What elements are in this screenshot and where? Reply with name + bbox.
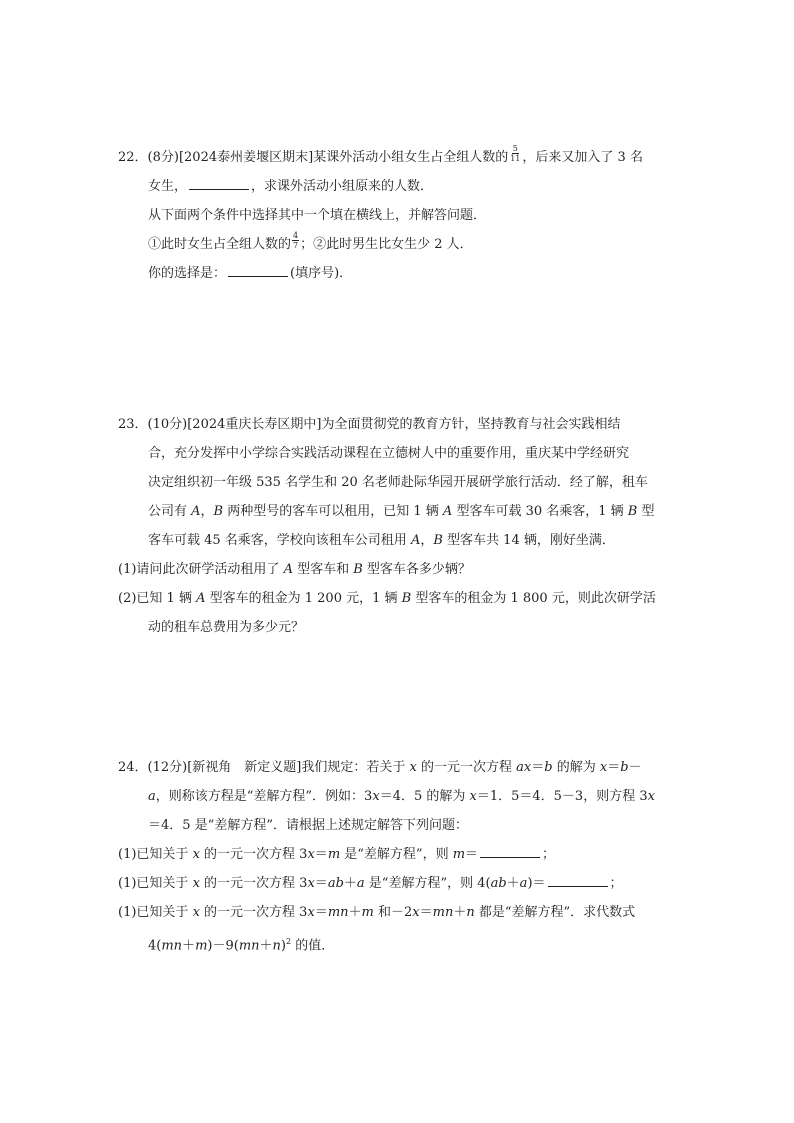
q24-line-2 [118,782,678,811]
var-ax: ax [516,760,532,775]
q24-text: 的一元一次方程 [416,760,517,775]
q24-part-1-blank[interactable] [480,843,540,858]
q24-text: ＋ [343,876,357,891]
q24-text: ＝ [465,847,479,862]
var-ab: ab [327,876,344,891]
q24-text: ＝ [314,847,328,862]
var-x: x [192,876,200,891]
var-B: B [401,591,412,606]
q22-stem-cont: ，后来又加入了 3 名 [522,150,643,165]
var-A: A [283,562,293,577]
q24-text: 的一元一次方程 3 [199,876,308,891]
q24-part-2 [118,869,678,898]
q23-text: 客车可载 45 名乘客，学校向该租车公司租用 [148,533,411,548]
q23-text: (1)请问此次研学活动租用了 [118,562,284,577]
q24-text: ＝ [419,905,433,920]
q23-text: 型 [637,504,655,519]
q22-choice-blank[interactable] [228,262,288,277]
q24-text: 4( [148,938,162,954]
var-B: B [213,504,224,519]
q24-text: ＋ [259,938,273,954]
q23-line-3: 决定组织初一年级 535 名学生和 20 名老师赴际华园开展研学旅行活动．经了解，租车 [148,475,648,490]
q22-stem: 某课外活动小组女生占全组人数的 [313,150,509,165]
q24-part-3 [118,898,678,927]
q24-text: (1)已知关于 [118,847,193,862]
var-x: x [307,905,315,920]
var-m: m [452,847,466,862]
q22-text: 女生， [148,179,188,194]
q22-text: ，求课外活动小组原来的人数． [251,179,434,194]
q23-stem: 为全面贯彻党的教育方针，坚持教育与社会实践相结 [321,417,621,432]
q24-text: ＝4．5 的解为 [379,789,470,804]
var-n: n [272,938,281,954]
fraction-denominator: 11 [510,154,521,163]
var-a: a [519,876,528,891]
q22-conditions [118,230,678,259]
question-23 [118,410,678,642]
var-A: A [410,533,421,548]
var-mn: mn [238,938,260,954]
q24-text: 的解为 [552,760,600,775]
q23-part-2 [118,584,678,613]
var-mn: mn [161,938,183,954]
q24-text: ＋ [348,905,362,920]
q22-condition-2: ；②此时男生比女生少 2 人． [300,237,473,252]
var-A: A [191,504,201,519]
q24-score: (12分) [147,760,188,775]
q24-text: ＋ [453,905,467,920]
q24-number: 24． [118,760,148,775]
q24-part-1 [118,840,678,869]
q24-text: ； [542,847,556,862]
var-x: x [372,789,380,804]
q24-text: ＝ [607,760,621,775]
q23-line-1 [118,410,678,439]
q24-part-3-expr [118,927,678,960]
var-A: A [196,591,206,606]
q23-text: 两种型号的客车可以租用，已知 1 辆 [223,504,443,519]
q23-line-4 [118,497,678,526]
q24-line-1 [118,753,678,782]
q22-line-3: 从下面两个条件中选择其中一个填在横线上，并解答问题． [148,208,487,223]
var-B: B [433,533,443,548]
q24-text: ＝ [531,760,545,775]
q24-text: － [628,760,642,775]
q24-text: ) [280,938,286,954]
q23-score: (10分) [147,417,188,432]
var-x: x [192,905,200,920]
q24-text: (1)已知关于 [118,876,193,891]
var-x: x [192,847,200,862]
q23-text: (2)已知 1 辆 [118,591,197,606]
q24-line-3: ＝4．5 是“差解方程”．请根据上述规定解答下列问题： [148,818,468,833]
var-x: x [469,789,477,804]
q24-text: 是“差解方程”，则 4( [364,876,491,891]
q24-text: ＋ [506,876,520,891]
q23-number: 23． [118,417,148,432]
var-m: m [361,905,374,920]
q24-text: )－9( [207,938,239,954]
var-x: x [599,760,608,775]
q22-line-1 [118,143,678,172]
q22-choice [118,259,678,288]
q22-condition-blank[interactable] [189,175,249,190]
q24-text: ，则称该方程是“差解方程”．例如：3 [155,789,373,804]
q24-source: [新视角 新定义题] [187,760,302,775]
q22-source: [2024泰州姜堰区期末] [178,150,314,165]
q23-text: 公司有 [148,504,192,519]
fraction-4-7 [292,231,299,250]
question-22 [118,143,678,288]
var-x: x [307,876,315,891]
q23-line-2: 合，充分发挥中小学综合实践活动课程在立德树人中的重要作用，重庆某中学经研究 [148,446,630,461]
q24-text: 的值． [291,938,335,954]
q24-text: ＝ [314,876,328,891]
q22-score: (8分) [147,150,179,165]
var-x: x [307,847,315,862]
q23-part-1 [118,555,678,584]
q22-choice-label: 你的选择是： [148,266,227,281]
var-m: m [327,847,341,862]
q22-condition-1: ①此时女生占全组人数的 [148,237,292,252]
fraction-5-11 [509,144,521,163]
q24-text: 的一元一次方程 3 [199,847,308,862]
q24-text: ； [609,876,623,891]
q24-text: 是“差解方程”，则 [340,847,453,862]
var-B: B [627,504,638,519]
q23-text: ， [420,533,434,548]
exponent-2: 2 [285,937,292,946]
q24-part-2-blank[interactable] [548,872,608,887]
q23-part-2-cont: 动的租车总费用为多少元？ [148,620,305,635]
q24-text: 和－2 [373,905,413,920]
var-b: b [620,760,629,775]
var-a: a [148,789,156,804]
q22-choice-hint: (填序号)． [290,266,353,281]
var-x: x [412,905,420,920]
q23-text: 型客车可载 30 名乘客，1 辆 [452,504,628,519]
fraction-numerator: 4 [293,231,299,240]
q23-text: 型客车的租金为 1 800 元，则此次研学活 [411,591,656,606]
q22-number: 22． [118,150,148,165]
q24-text: 的一元一次方程 3 [199,905,308,920]
q24-text: 我们规定：若关于 [301,760,410,775]
q24-text: ＋ [182,938,196,954]
q24-text: 都是“差解方程”．求代数式 [474,905,636,920]
var-a: a [356,876,365,891]
var-x: x [647,789,655,804]
q24-text: (1)已知关于 [118,905,193,920]
q22-line-2 [118,172,678,201]
q23-text: ， [200,504,214,519]
q23-text: 型客车和 [292,562,354,577]
fraction-denominator: 7 [293,241,299,250]
var-b: b [544,760,553,775]
q24-text: ＝1．5＝4．5－3，则方程 3 [476,789,648,804]
q23-text: 型客车的租金为 1 200 元，1 辆 [205,591,402,606]
var-mn: mn [432,905,454,920]
var-mn: mn [327,905,349,920]
var-A: A [442,504,453,519]
q23-text: 型客车共 14 辆，刚好坐满． [442,533,615,548]
q23-line-5 [118,526,678,555]
var-m: m [195,938,208,954]
q23-source: [2024重庆长寿区期中] [187,417,322,432]
fraction-numerator: 5 [512,144,518,153]
var-ab: ab [490,876,507,891]
var-x: x [409,760,417,775]
q24-text: ＝ [314,905,328,920]
var-B: B [353,562,363,577]
var-n: n [466,905,475,920]
q23-text: 型客车各多少辆？ [362,562,471,577]
question-24 [118,753,678,960]
q24-text: )＝ [527,876,546,891]
